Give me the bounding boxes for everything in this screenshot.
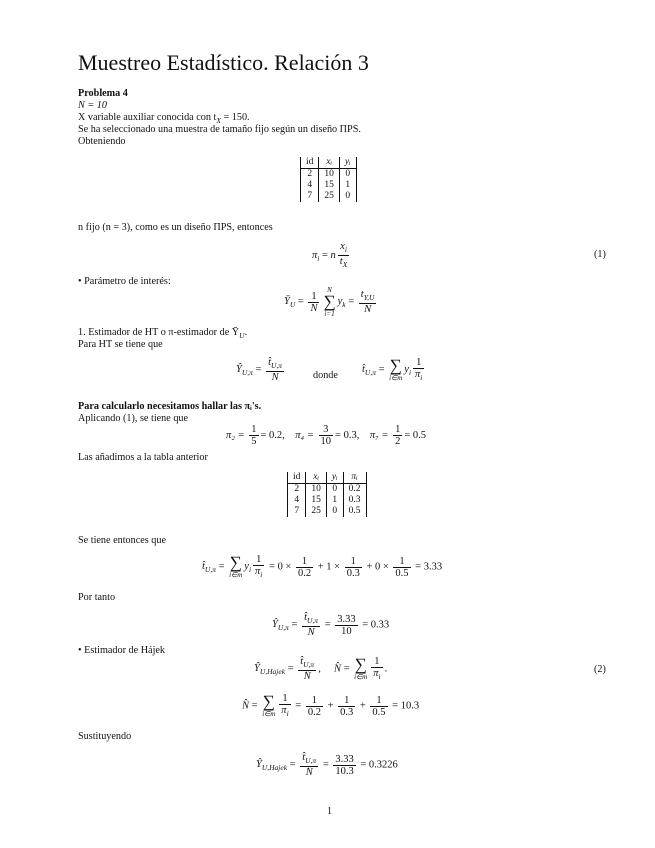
then-text: Se tiene entonces que <box>78 535 166 546</box>
pi4-val: = 0.3, <box>335 429 360 441</box>
substituting-text: Sustituyendo <box>78 731 132 742</box>
t-term-2: 0 <box>375 561 381 573</box>
table-cell: 15 <box>306 495 327 506</box>
pi2-label: π₂ = <box>226 429 248 441</box>
pi4-label: π₄ = <box>295 429 317 441</box>
y-result: = 0.33 <box>362 619 390 631</box>
pi2-den: 5 <box>251 436 257 447</box>
to-compute: Para calcularlo necesitamos hallar las πᵢ's. <box>78 401 262 412</box>
hajek-num: 3.33 <box>335 753 354 765</box>
table-2-header-row <box>288 472 367 484</box>
table-cell: 0 <box>326 484 343 496</box>
table-cell: 25 <box>306 506 327 517</box>
pi7-label: π₇ = <box>369 429 392 441</box>
table-cell: 0 <box>339 169 356 181</box>
table-cell: 2 <box>288 484 306 496</box>
pi4-num: 3 <box>319 424 334 436</box>
n-den-1: 0.3 <box>340 706 354 718</box>
table-row <box>301 169 357 181</box>
equation-1-label: (1) <box>594 249 606 260</box>
table-cell: 10 <box>319 169 340 181</box>
table-cell: 15 <box>319 180 340 191</box>
applying-text: Aplicando (1), se tiene que <box>78 413 189 424</box>
table-row <box>288 506 367 517</box>
t-term-1: 1 <box>326 561 332 573</box>
problem-heading: Problema 4 <box>78 88 128 99</box>
equation-2: $Ŷ_{U,Hajek}$ = $\frac{t̂_{U,\pi}}{N̂}$ , N̂ = ∑ i∈m $\frac{1}{\pi_i}$ . <box>254 655 388 683</box>
n-hat-calculation: N̂ = ∑ i∈m $\frac{1}{\pi_i}$ = $\frac{1}{0.2}$ + $\frac{1}{0.3}$ + $\frac{1}{0.5}$ = 10.3 <box>242 692 420 719</box>
table-cell: 0 <box>326 506 343 517</box>
table-cell: 10 <box>306 484 327 496</box>
table-row <box>288 495 367 506</box>
hajek-calculation: $Ŷ_{U,Hajek}$ = $\frac{t̂_{U,\pi}}{N̂}$ = $\frac{3.33}{10.3}$ = 0.3226 <box>256 752 398 779</box>
pi4-den: 10 <box>320 436 332 447</box>
table-2 <box>287 472 367 517</box>
therefore-text: Por tanto <box>78 592 116 603</box>
table-2-header-y: yᵢ <box>326 472 343 484</box>
y-hat-calculation: $Ŷ_{U,\pi}$ = $\frac{t̂_{U,\pi}}{N}$ = $\frac{3.33}{10}$ = 0.33 <box>272 612 390 639</box>
page-title: Muestreo Estadístico. Relación 3 <box>78 50 369 75</box>
estimator-ht-text: 1. Estimador de HT o π-estimador de Ȳ <box>78 327 240 338</box>
table-cell: 2 <box>301 169 319 181</box>
table-cell: 1 <box>326 495 343 506</box>
table-1-header-id: id <box>301 157 319 169</box>
t-den-1: 0.3 <box>346 567 360 579</box>
table-cell: 0.5 <box>343 506 366 517</box>
t-result: = 3.33 <box>415 561 443 573</box>
table-cell: 4 <box>301 180 319 191</box>
ht-equation: $Ŷ_{U,\pi}$ = $\frac{t̂_{U,\pi}}{N}$ <box>236 357 283 384</box>
n-result: = 10.3 <box>392 700 420 712</box>
pi7-den: 2 <box>395 436 401 447</box>
pi2-val: = 0.2, <box>260 429 285 441</box>
t-term-0: 0 <box>277 561 283 573</box>
pi-values-equation <box>226 424 426 447</box>
table-row <box>301 191 357 202</box>
table-cell: 4 <box>288 495 306 506</box>
y-den: 10 <box>341 625 352 637</box>
line-obtaining: Obteniendo <box>78 136 126 147</box>
table-cell: 0 <box>339 191 356 202</box>
table-cell: 1 <box>339 180 356 191</box>
line-n: N = 10 <box>78 100 107 111</box>
equation-1: $\pi_i = n$ $\frac{x_i}{t_X}$ <box>312 241 348 270</box>
line-x-end: = 150. <box>220 112 250 123</box>
table-2-header-x: xᵢ <box>306 472 327 484</box>
line-x-sub: X <box>216 116 221 126</box>
n-den-0: 0.2 <box>307 706 321 718</box>
t-hat-definition: $t̂_{U,\pi}$ = ∑ i∈m $y_i$ $\frac{1}{\pi_i}$ <box>362 356 423 383</box>
estimator-ht: 1. Estimador de HT o π-estimador de $Ȳ_U$. <box>78 327 248 341</box>
parameter-equation: $Ȳ_U$ = $\frac{1}{N}$ N ∑ i=1 $y_k$ = $\frac{t_{Y,U}}{N}$ <box>284 286 375 318</box>
table-1-header-row <box>301 157 357 169</box>
pi7-num: 1 <box>395 424 401 435</box>
pi7-val: = 0.5 <box>404 429 427 441</box>
table-cell: 25 <box>319 191 340 202</box>
line-x-text: X variable auxiliar conocida con t <box>78 112 217 123</box>
param-interest: • Parámetro de interés: <box>78 276 171 287</box>
where-text: donde <box>313 370 338 381</box>
table-1-header-y: yᵢ <box>339 157 356 169</box>
for-ht: Para HT se tiene que <box>78 339 163 350</box>
n-fixed-text: n fijo (n = 3), como es un diseño ΠPS, entonces <box>78 222 273 233</box>
estimator-ht-sub: U <box>239 331 245 341</box>
n-den-2: 0.5 <box>372 706 386 718</box>
table-1 <box>300 157 357 202</box>
table-row <box>301 180 357 191</box>
t-den-2: 0.5 <box>395 567 409 579</box>
equation-2-label: (2) <box>594 664 606 675</box>
table-2-header-id: id <box>288 472 306 484</box>
table-row <box>288 484 367 496</box>
hajek-heading: • Estimador de Hájek <box>78 645 166 656</box>
t-hat-calculation: $t̂_{U,\pi}$ = ∑ i∈m $y_i$ $\frac{1}{\pi_i}$ = 0 × $\frac{1}{0.2}$ + 1 × $\frac{1}{0.3}$ + 0 × $\frac{1}{0.5}$ = 3.33 <box>202 553 443 580</box>
hajek-den: 10.3 <box>335 765 354 777</box>
table-cell: 7 <box>288 506 306 517</box>
y-num: 3.33 <box>337 613 356 625</box>
table-1-header-x: xᵢ <box>319 157 340 169</box>
table-cell: 7 <box>301 191 319 202</box>
line-sample: Se ha seleccionado una muestra de tamaño fijo según un diseño ΠPS. <box>78 124 361 135</box>
hajek-result: = 0.3226 <box>360 759 398 771</box>
table-cell: 0.2 <box>343 484 366 496</box>
pi2-num: 1 <box>251 424 257 435</box>
table-cell: 0.3 <box>343 495 366 506</box>
t-den-0: 0.2 <box>297 567 312 579</box>
table-2-header-pi: πᵢ <box>343 472 366 484</box>
add-to-table: Las añadimos a la tabla anterior <box>78 452 208 463</box>
page-number: 1 <box>327 806 332 817</box>
